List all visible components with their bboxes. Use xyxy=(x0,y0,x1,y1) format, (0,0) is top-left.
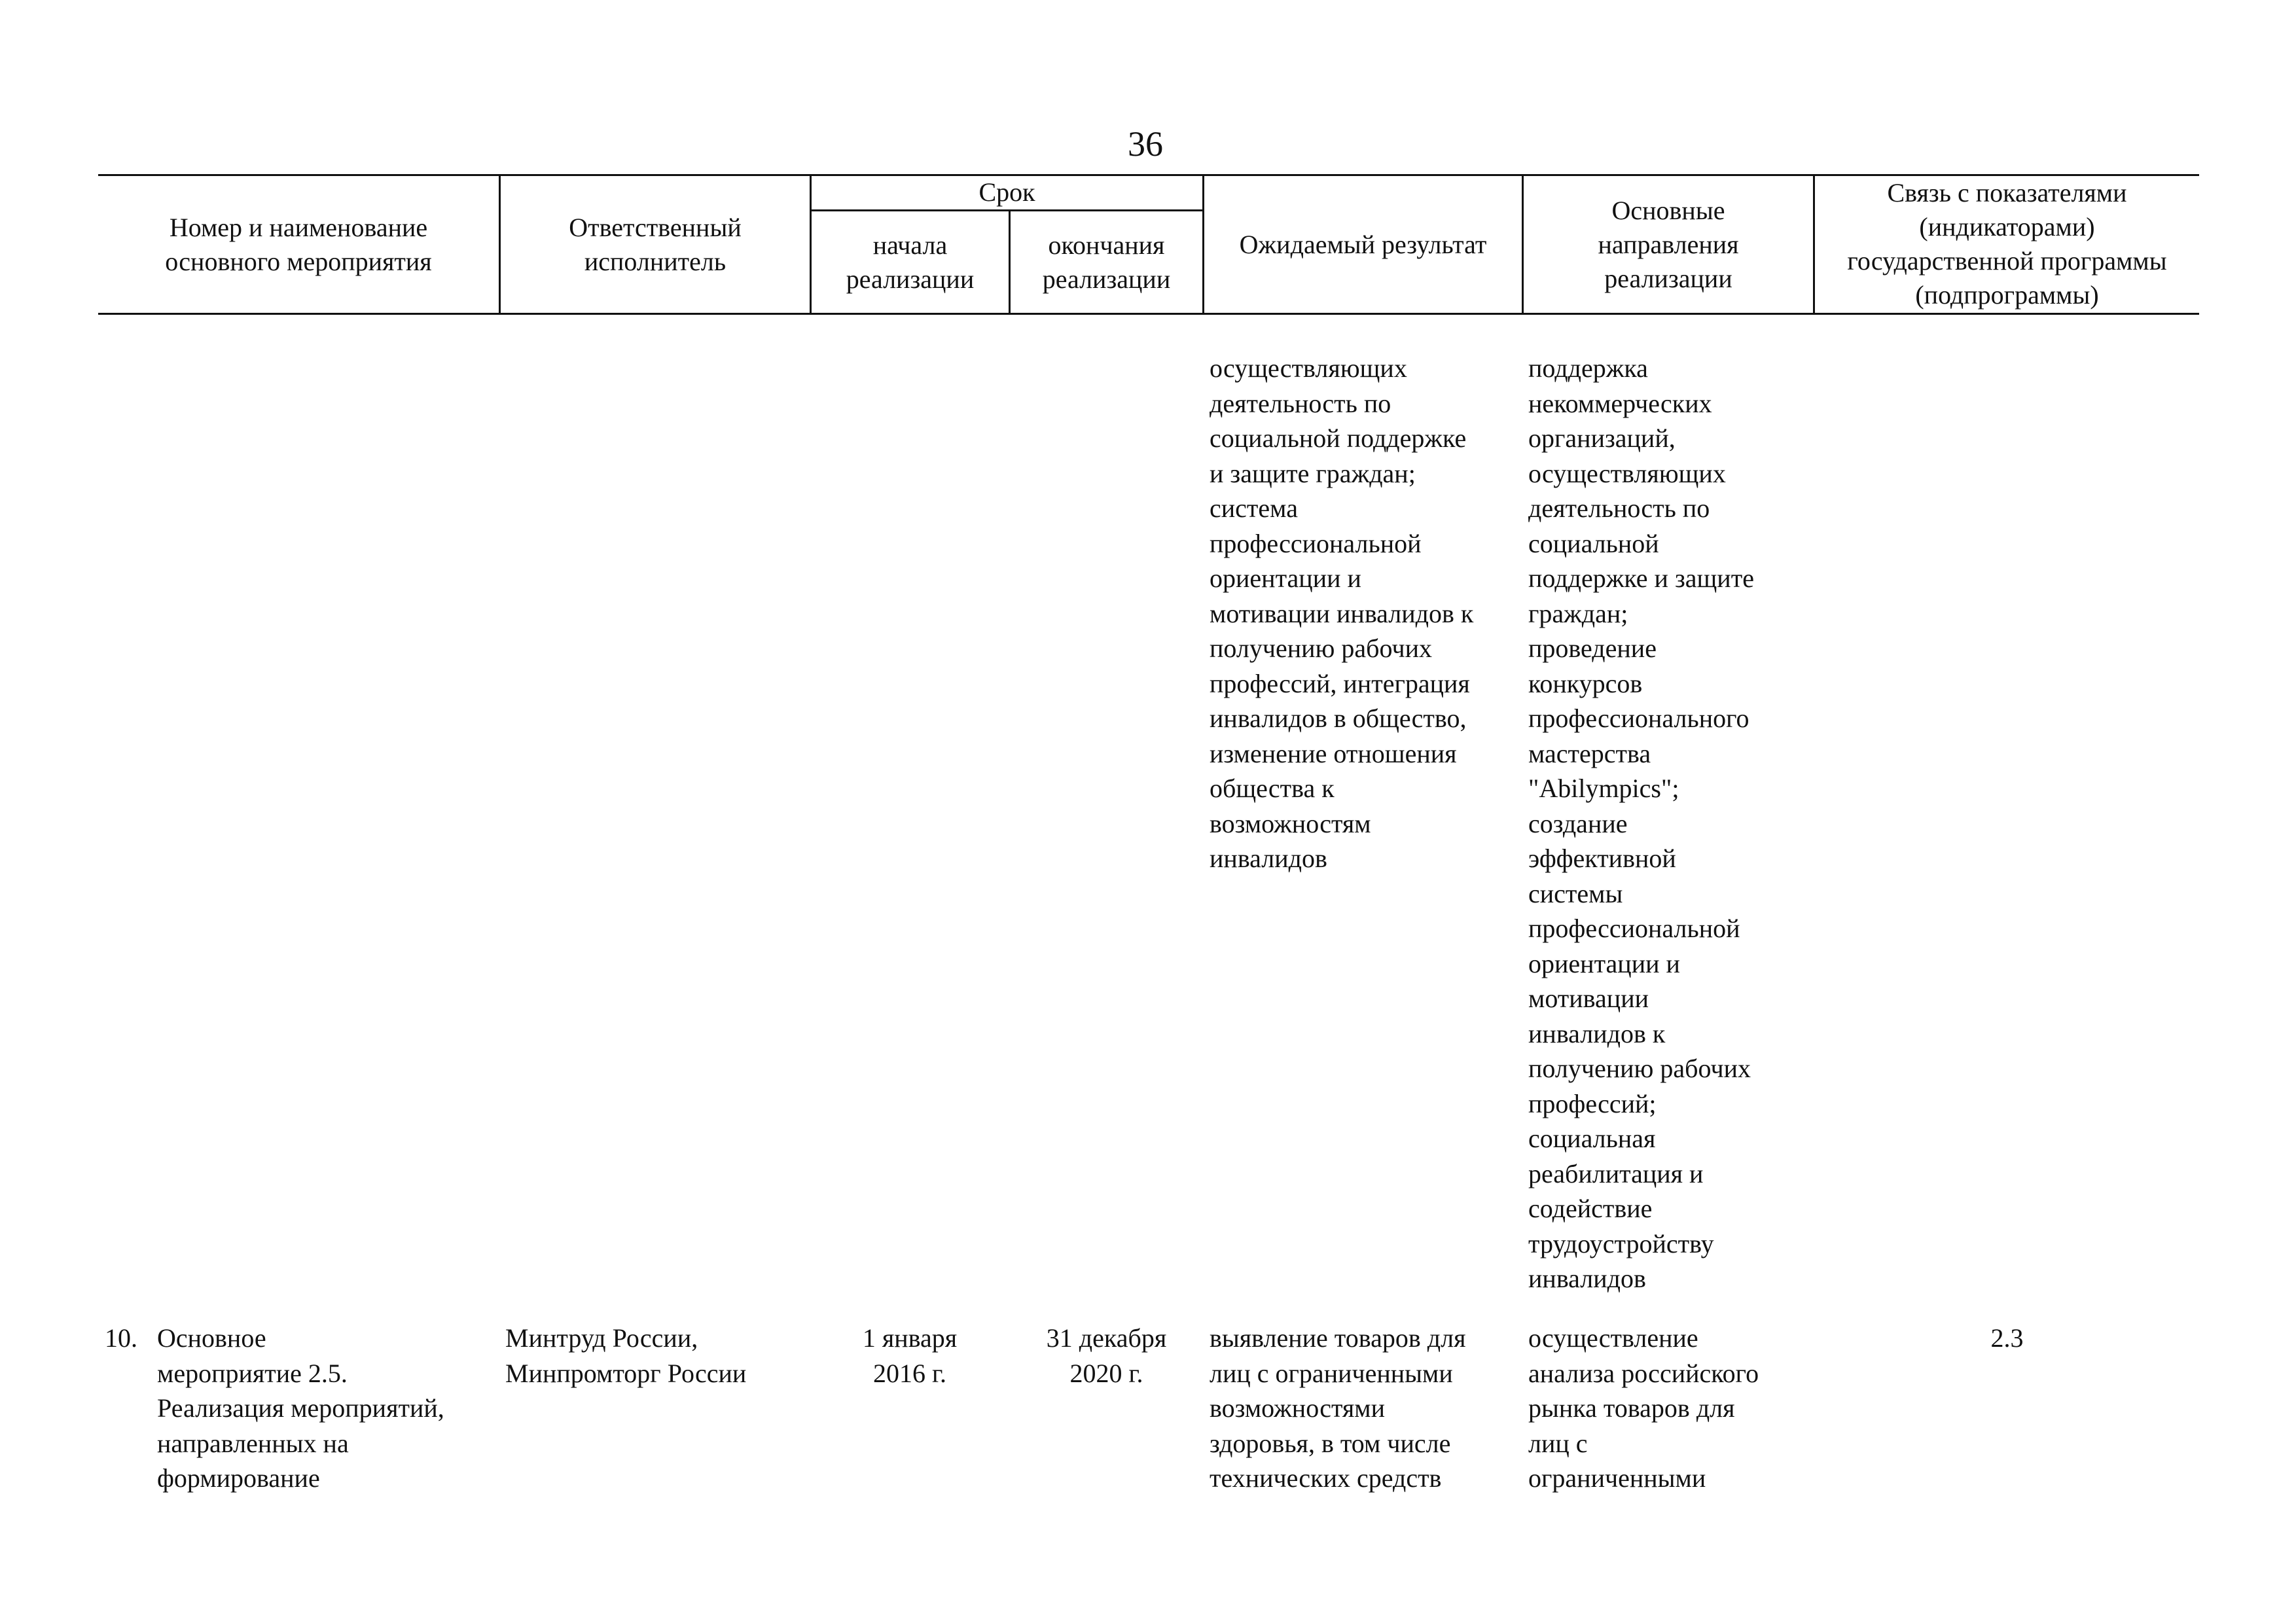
row10-result: выявление товаров для лиц с ограниченными возможностями здоровья, в том числе технических средств xyxy=(1210,1323,1466,1493)
header-indicators-link: Связь с показателями (индикаторами) государственной программы (подпрограммы) xyxy=(1847,178,2167,310)
row10-end: 31 декабря 2020 г. xyxy=(1046,1323,1167,1388)
row10-executor: Минтруд России, Минпромторг России xyxy=(505,1323,747,1388)
row10-name: Основное мероприятие 2.5. Реализация мероприятий, направленных на формирование xyxy=(157,1323,444,1493)
page-number: 36 xyxy=(1128,124,1163,164)
header-expected-result: Ожидаемый результат xyxy=(1239,230,1487,259)
header-number-name: Номер и наименование основного мероприятия xyxy=(165,213,432,276)
header-srok: Срок xyxy=(978,177,1035,207)
header-executor: Ответственный исполнитель xyxy=(569,213,742,276)
header-bottom-border xyxy=(98,313,2199,315)
header-start: начала реализации xyxy=(846,230,975,294)
row10-indicator: 2.3 xyxy=(1990,1323,2024,1353)
row10-number: 10. xyxy=(105,1323,137,1353)
row10-start: 1 января 2016 г. xyxy=(862,1323,958,1388)
header-end: окончания реализации xyxy=(1042,230,1171,294)
srok-divider xyxy=(810,209,1202,211)
continuation-directions: поддержка некоммерческих организаций, осуществляющих деятельность по социальной поддержке и защите граждан; проведение конкурсов профессионального мастерства "Abilympics"; создание эффективной системы профессиональной ориентации и мотивации инвалидов к получению рабочих профессий; социальная реабилитация и содействие трудоустройству инвалидов xyxy=(1528,353,1754,1293)
row10-directions: осуществление анализа российского рынка товаров для лиц с ограниченными xyxy=(1528,1323,1759,1493)
continuation-result: осуществляющих деятельность по социальной поддержке и защите граждан; система профессиональной ориентации и мотивации инвалидов к получению рабочих профессий, интеграция инвалидов в общество, изменение отношения общества к возможностям инвалидов xyxy=(1210,353,1474,873)
header-main-directions: Основные направления реализации xyxy=(1598,196,1739,293)
